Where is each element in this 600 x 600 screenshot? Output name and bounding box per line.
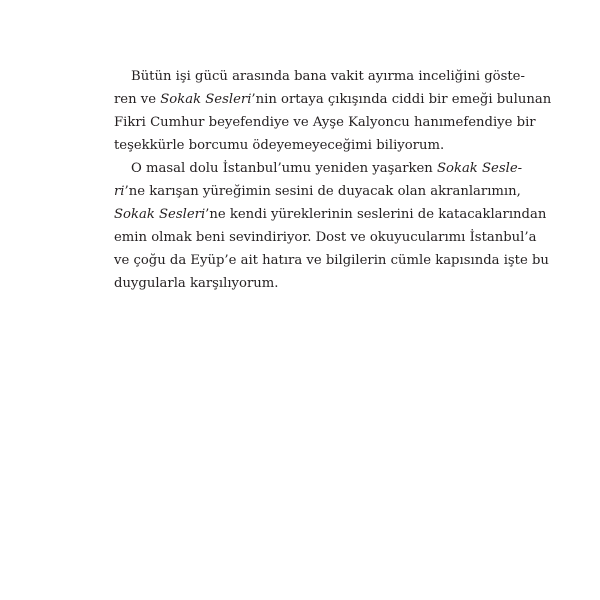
- italic-title: Sokak Sesle-: [436, 161, 523, 176]
- text-line: Sokak Sesleri’ne kendi yüreklerinin seslerini de katacaklarından: [114, 207, 547, 222]
- text-line: ve çoğu da Eyüp’e ait hatıra ve bilgilerin cümle kapısında işte bu: [114, 253, 549, 268]
- paragraph-1: [114, 65, 552, 157]
- text-line: ri’ne karışan yüreğimin sesini de duyacak olan akranlarımın,: [114, 184, 521, 199]
- text-line: duygularla karşılıyorum.: [114, 276, 279, 291]
- italic-title: ri: [114, 184, 125, 199]
- text-line: ren ve Sokak Sesleri’nin ortaya çıkışında ciddi bir emeği bulunan: [114, 92, 552, 107]
- italic-title: Sokak Sesleri: [114, 207, 206, 222]
- text-line: emin olmak beni sevindiriyor. Dost ve okuyucularımı İstanbul’a: [114, 230, 537, 245]
- text-line: O masal dolu İstanbul’umu yeniden yaşarken Sokak Sesle-: [131, 161, 523, 176]
- text-line: teşekkürle borcumu ödeyemeyeceğimi biliyorum.: [114, 138, 445, 153]
- text-line: Bütün işi gücü arasında bana vakit ayırma inceliğini göste-: [131, 69, 525, 84]
- text-line: Fikri Cumhur beyefendiye ve Ayşe Kalyoncu hanımefendiye bir: [114, 115, 536, 130]
- paragraph-2: [114, 157, 549, 295]
- body-text: [114, 65, 552, 295]
- italic-title: Sokak Sesleri: [160, 92, 252, 107]
